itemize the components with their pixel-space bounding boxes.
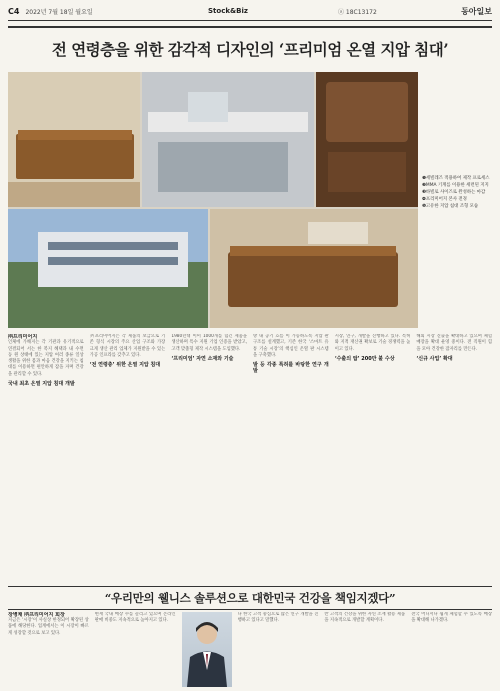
caption: ❹프리미어지 본사 전경 <box>422 197 467 202</box>
column-text: 해외 시장 진출을 확대하고 있으며 체험 매장을 확대 운영 중이다. 전 직원이 힘을 모아 건강한 잠자리를 만든다. <box>416 334 493 352</box>
subheading: 발 등 각종 특허를 바탕한 연구 개발 <box>253 362 329 375</box>
article-column <box>90 334 166 580</box>
interview-headline: “우리만의 웰니스 솔루션으로 대한민국 건강을 책임지겠다” <box>104 591 396 605</box>
caption: ❸바빌로 사이즈로 완성하는 마감 <box>422 190 486 195</box>
product-photo-collage <box>8 72 418 328</box>
caption: ❶세빌레즈 적용하여 제작 프로세스 <box>422 176 490 181</box>
article-headline: 전 연령층을 위한 감각적 디자인의 ‘프리미엄 온열 지압 침대’ <box>51 40 449 59</box>
article-byline: ㈜프리미어지 <box>8 334 38 340</box>
subheading: ‘프리미엄’ 자연 소재와 기술 <box>171 355 234 362</box>
column-text: ㈜프리미어지는 각 제품의 보급으로 기존 형식 시장의 주요 산업 구조와 가장 크게 생산 관리 업체가 지원받을 수 있는 가공 인프라를 갖추고 있다. <box>89 334 166 358</box>
newspaper-logo: 동아일보 <box>461 6 492 16</box>
caption: ❷MMA 기계를 이용한 세련된 지지 <box>422 183 489 188</box>
interview-byline: 장병채 ㈜프리미어지 회장 <box>8 612 65 618</box>
page-header <box>8 4 492 18</box>
column-text: 현재 국내 매장 수를 늘리고 있으며 온라인 판매 비중도 지속적으로 높아지고 있다. <box>94 612 176 624</box>
subheading: ‘신규 사업’ 확대 <box>416 355 453 362</box>
article-column <box>335 334 411 580</box>
photo-captions <box>422 175 494 210</box>
header-rule <box>8 20 492 21</box>
header-meta: ⓐ 18C13172 <box>338 8 377 16</box>
subheading: ‘전 연령층’ 위한 온열 지압 침대 <box>89 362 161 369</box>
page-number: C4 <box>8 6 20 16</box>
subheading: ‘수출의 탑’ 200만 불 수상 <box>334 355 395 362</box>
interview-body <box>8 612 492 689</box>
article-column <box>411 612 492 689</box>
subheading: 국내 최초 온열 지압 침대 개발 <box>8 381 75 388</box>
column-text: 시장, 연구, 개발을 진행하고 있다. 특허와 지적 재산권 확보로 기술 경쟁력을 높이고 있다. <box>334 334 411 352</box>
column-text: 방 내 공기 흐름 이 가능하도록 지압 판 구조를 설계했고, 기존 한국 ‘스마트 유통 기술 시장’의 핵심인 온열 판 시스템을 구축했다. <box>253 334 329 358</box>
interview-headline-box <box>8 586 492 610</box>
column-text: 전국 어디서나 쉽게 체험할 수 있도록 매장을 확대해 나가겠다. <box>411 612 492 624</box>
article-body <box>8 334 492 580</box>
column-text: 1980년대 이미 1000개를 넘긴 제품을 생산하며 특수 지원 기업 인증을 받았고, 고객 맞춤형 제작 시스템을 도입했다. <box>171 334 248 352</box>
chairman-portrait <box>182 612 232 687</box>
column-text: 반 고객의 건강을 위한 자연 소재 활용 제품을 지속적으로 개발할 계획이다. <box>324 612 406 624</box>
column-text: 인체에 가해지는 각 기관과 유기적으로 연결되어 서는 한 복지 혜택과 내 수면 동 원 상태에 있는 지압 여러 종류 일상 생활을 위한 몸과 마음 건강을 지키는 침대를 이용하면 편안하게 잠을 자며 건강을 관리할 수 있다. <box>8 340 84 377</box>
article-column <box>416 334 492 580</box>
caption: ❺고유한 지압 침대 조형 모습 <box>422 204 479 209</box>
section-name: Stock&Biz <box>208 7 248 15</box>
column-text: 다 한국 고객 중심으로 많은 연구 개발을 진행하고 있다고 말했다. <box>237 612 319 624</box>
header-rule-thick <box>8 26 492 28</box>
article-column <box>8 612 89 689</box>
article-column <box>238 612 319 689</box>
article-column <box>171 334 247 580</box>
article-column <box>253 334 329 580</box>
article-column <box>8 334 84 580</box>
article-column <box>95 612 176 689</box>
article-column <box>324 612 405 689</box>
issue-date: 2022년 7월 18일 월요일 <box>25 8 93 16</box>
column-text: 지금은 ‘시장’이 사실상 한정되어 확장된 상품에 해당한다. 업계에서는 이 시장이 빠르게 성장할 것으로 보고 있다. <box>8 618 89 636</box>
